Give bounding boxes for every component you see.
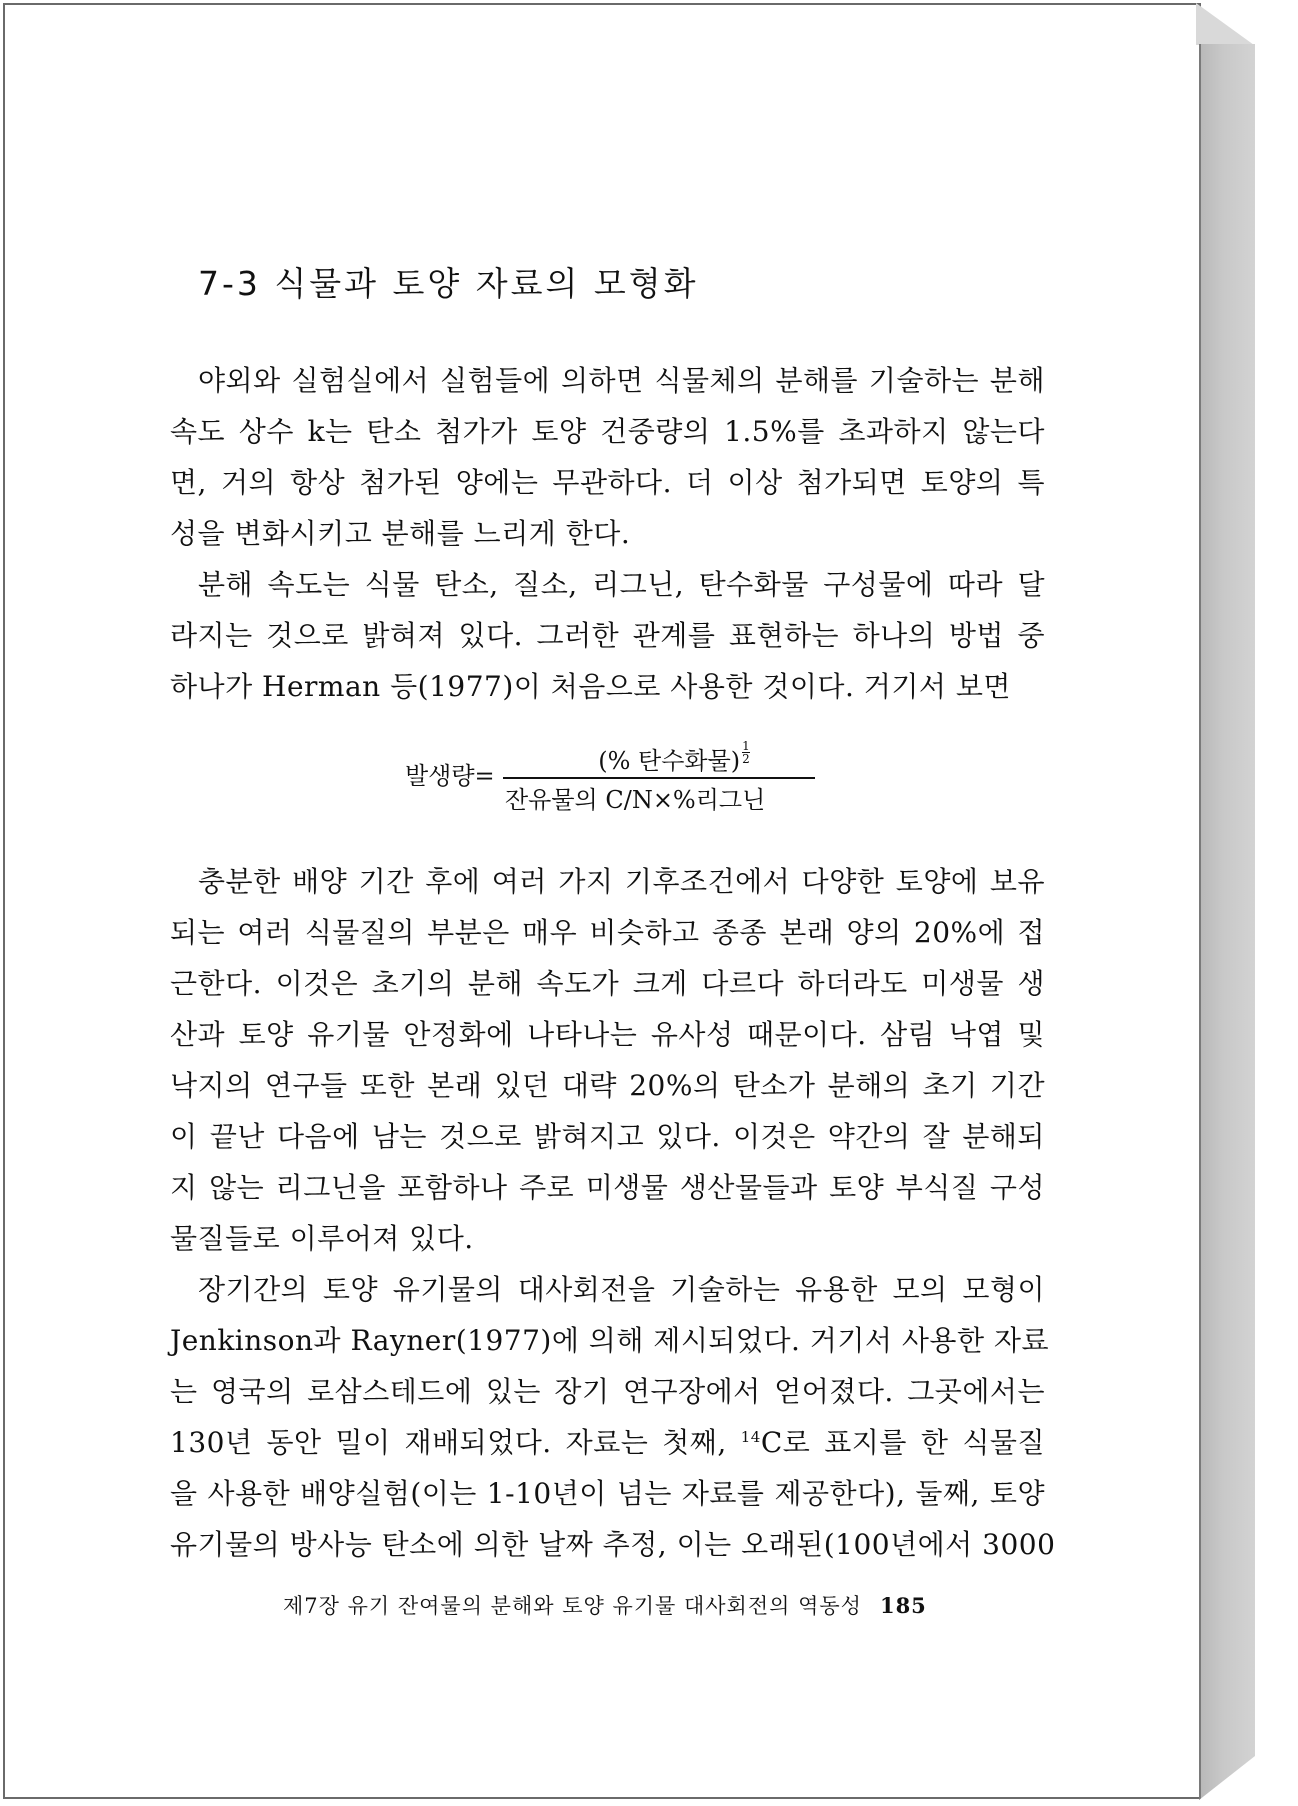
paragraph-line: 산과 토양 유기물 안정화에 나타나는 유사성 때문이다. 삼림 낙엽 및 bbox=[170, 1018, 1045, 1051]
superscript-14: 14 bbox=[740, 1428, 761, 1446]
page-edge-top bbox=[1196, 3, 1254, 45]
paragraph-line: 분해 속도는 식물 탄소, 질소, 리그닌, 탄수화물 구성물에 따라 달 bbox=[198, 568, 1045, 601]
formula-denominator: 잔유물의 C/N×%리그닌 bbox=[505, 786, 766, 814]
paragraph-line: 속도 상수 k는 탄소 첨가가 토양 건중량의 1.5%를 초과하지 않는다 bbox=[170, 415, 1045, 448]
running-footer bbox=[283, 1590, 927, 1620]
paragraph-line: 물질들로 이루어져 있다. bbox=[170, 1222, 474, 1255]
paragraph-line: 되는 여러 식물질의 부분은 매우 비슷하고 종종 본래 양의 20%에 접 bbox=[170, 916, 1045, 949]
fraction-bar bbox=[503, 777, 815, 779]
line-text: 130년 동안 밀이 재배되었다. 자료는 첫째, bbox=[170, 1426, 741, 1459]
formula-fraction bbox=[503, 740, 815, 815]
paragraph-line: 낙지의 연구들 또한 본래 있던 대략 20%의 탄소가 분해의 초기 기간 bbox=[170, 1069, 1045, 1102]
chapter-title: 제7장 유기 잔여물의 분해와 토양 유기물 대사회전의 역동성 bbox=[283, 1594, 862, 1618]
paragraph-line: 유기물의 방사능 탄소에 의한 날짜 추정, 이는 오래된(100년에서 3000 bbox=[170, 1528, 1056, 1561]
exponent-numerator: 1 bbox=[742, 739, 750, 753]
formula-numerator bbox=[503, 740, 815, 776]
paragraph-line: 면, 거의 항상 첨가된 양에는 무관하다. 더 이상 첨가되면 토양의 특 bbox=[170, 466, 1045, 499]
paragraph-line: Jenkinson과 Rayner(1977)에 의해 제시되었다. 거기서 사용한 자료 bbox=[170, 1324, 1049, 1357]
exponent-denominator: 2 bbox=[742, 752, 750, 766]
paragraph-line: 이 끝난 다음에 남는 것으로 밝혀지고 있다. 이것은 약간의 잘 분해되 bbox=[170, 1120, 1045, 1153]
page-number: 185 bbox=[879, 1593, 927, 1618]
formula-lhs: 발생량= bbox=[405, 762, 495, 790]
paragraph-line: 지 않는 리그닌을 포함하나 주로 미생물 생산물들과 토양 부식질 구성 bbox=[170, 1171, 1045, 1204]
paragraph-line: 장기간의 토양 유기물의 대사회전을 기술하는 유용한 모의 모형이 bbox=[198, 1273, 1045, 1306]
paragraph-line: 을 사용한 배양실험(이는 1-10년이 넘는 자료를 제공한다), 둘째, 토양 bbox=[170, 1477, 1045, 1510]
paragraph-line: 충분한 배양 기간 후에 여러 가지 기후조건에서 다양한 토양에 보유 bbox=[198, 865, 1045, 898]
exponent-half bbox=[742, 740, 750, 765]
paragraph-line: 야외와 실험실에서 실험들에 의하면 식물체의 분해를 기술하는 분해 bbox=[198, 364, 1045, 397]
paragraph-line: 근한다. 이것은 초기의 분해 속도가 크게 다르다 하더라도 미생물 생 bbox=[170, 967, 1045, 1000]
paragraph-line-with-superscript bbox=[170, 1424, 1045, 1462]
line-text: C로 표지를 한 식물질 bbox=[760, 1426, 1045, 1459]
paragraph-line: 라지는 것으로 밝혀져 있다. 그러한 관계를 표현하는 하나의 방법 중 bbox=[170, 619, 1045, 652]
page-stack-edge bbox=[1199, 44, 1255, 1800]
paragraph-line: 성을 변화시키고 분해를 느리게 한다. bbox=[170, 517, 631, 550]
paragraph-line: 는 영국의 로삼스테드에 있는 장기 연구장에서 얻어졌다. 그곳에서는 bbox=[170, 1375, 1045, 1408]
numerator-text: (% 탄수화물) bbox=[598, 747, 741, 775]
section-title: 7-3 식물과 토양 자료의 모형화 bbox=[198, 264, 699, 303]
paragraph-line: 하나가 Herman 등(1977)이 처음으로 사용한 것이다. 거기서 보면 bbox=[170, 670, 1011, 703]
